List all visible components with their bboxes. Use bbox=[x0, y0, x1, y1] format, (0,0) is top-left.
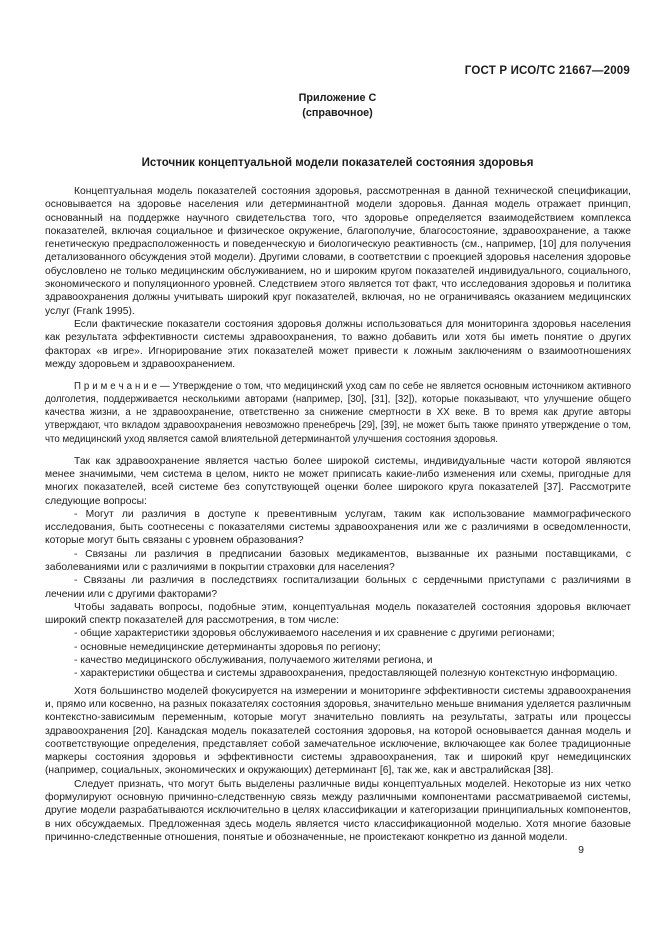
annex-type: (справочное) bbox=[302, 107, 373, 119]
list-item: - качество медицинского обслуживания, получаемого жителями региона, и bbox=[74, 655, 433, 667]
annex-label: Приложение С bbox=[298, 92, 377, 104]
document-body bbox=[45, 185, 631, 844]
list-item: - основные немедицинские детерминанты здоровья по региону; bbox=[74, 641, 381, 653]
paragraph: Чтобы задавать вопросы, подобные этим, концептуальная модель показателей состояния здоровья включает широкий спектр показателей для рассмотрения, в том числе: bbox=[45, 601, 631, 627]
list-item: - Связаны ли различия в последствиях госпитализации больных с сердечными приступами с различиями в лечении или с другими факторами? bbox=[45, 575, 631, 600]
list-item: - характеристики общества и системы здравоохранения, предоставляющей полезную контекстную информацию. bbox=[74, 668, 618, 680]
page-number: 9 bbox=[578, 844, 584, 856]
list-item: - Могут ли различия в доступе к превентивным услугам, таким как использование маммографического исследования, быть соотнесены с показателями системы здравоохранения или же с различиями в осведомленности, которые могут быть связаны с уровнем образования? bbox=[45, 508, 631, 547]
list-item: - Связаны ли различия в предписании базовых медикаментов, вызванные их разными поставщиками, с заболеваниями или с различиями в покрытии страховки для населения? bbox=[45, 548, 631, 573]
note-paragraph: П р и м е ч а н и е — Утверждение о том, что медицинский уход сам по себе не является основным источником активного долголетия, поддерживается несколькими авторами (например, [30], [31], [32]), которые показывают, что улучшение общего качества жизни, а не здравоохранение, ответственно за снижение смертности в XX веке. В то время как другие авторы утверждают, что вкладом здравоохранения невозможно пренебречь [29], [39], не может быть также принято утверждение о том, что медицинский уход является самой влиятельной детерминантой улучшения состояния здоровья. bbox=[45, 381, 631, 445]
paragraph: Так как здравоохранение является частью более широкой системы, индивидуальные части которой являются менее значимыми, чем система в целом, никто не может приписать какие-либо изменения или схемы, пригодные для многих показателей, всей системе без сопутствующей оценки более широкого круга показателей [37]. Рассмотрите следующие вопросы: bbox=[45, 455, 631, 507]
paragraph: Хотя большинство моделей фокусируется на измерении и мониторинге эффективности системы здравоохранения и, прямо или косвенно, на разных показателях состояния здоровья, значительно меньше внимания уделяется различным контекстно-зависимым переменным, которые могут значительно повлиять на результаты, затраты или процессы здравоохранения [20]. Канадская модель показателей состояния здоровья, на которой основывается данная модель и соответствующие определения, представляет собой замечательное исключение, включающее как более традиционные маркеры состояния здоровья и эффективности системы здравоохранения, так и широкий круг немедицинских (например, социальных, экономических и окружающих) детерминант [6], так же, как и австралийская [38]. bbox=[45, 685, 631, 777]
paragraph: Следует признать, что могут быть выделены различные виды концептуальных моделей. Некоторые из них четко формулируют основную причинно-следственную связь между различными компонентами рассматриваемой системы, другие модели разрабатываются исключительно в целях классификации и категоризации принципиальных компонентов, в них обсуждаемых. Предложенная здесь модель является чисто классификационной моделью. Хотя многие базовые причинно-следственные отношения, понятые и обозначенные, не проистекают конкретно из данной модели. bbox=[45, 778, 631, 843]
document-number: ГОСТ Р ИСО/ТС 21667—2009 bbox=[464, 65, 630, 77]
annex-heading bbox=[45, 91, 630, 121]
paragraph: Если фактические показатели состояния здоровья должны использоваться для мониторинга здоровья населения как результата эффективности системы здравоохранения, то важно добавить или хотя бы иметь понятие о других факторах «в игре». Игнорирование этих показателей может привести к ложным заключениям о взаимоотношениях между здоровьем и здравоохранением. bbox=[45, 318, 631, 370]
page-title: Источник концептуальной модели показателей состояния здоровья bbox=[141, 157, 534, 169]
paragraph: Концептуальная модель показателей состояния здоровья, рассмотренная в данной технической спецификации, основывается на здоровье населения или детерминантной модели здоровья. Данная модель отражает принцип, основанный на поддержке научного свидетельства того, что здоровье определяется взаимодействием комплекса показателей, включая социальное и физическое окружение, благополучие, благосостояние, здравоохранение, а также генетическую предрасположенность и поведенческую и биологическую реактивность (см., например, [10] для получения детализованного обсуждения этой модели). Другими словами, в соответствии с проекцией здоровья населения здоровье обусловлено не только медицинским обслуживанием, но и широким кругом показателей индивидуального, социального, экономического и популяционного уровней. Следствием этого является тот факт, что исследования здоровья и политика здравоохранения должны учитывать широкий круг показателей, включая, но не ограничиваясь оказанием медицинских услуг (Frank 1995). bbox=[45, 186, 631, 317]
list-item: - общие характеристики здоровья обслуживаемого населения и их сравнение с другими регионами; bbox=[74, 628, 555, 640]
